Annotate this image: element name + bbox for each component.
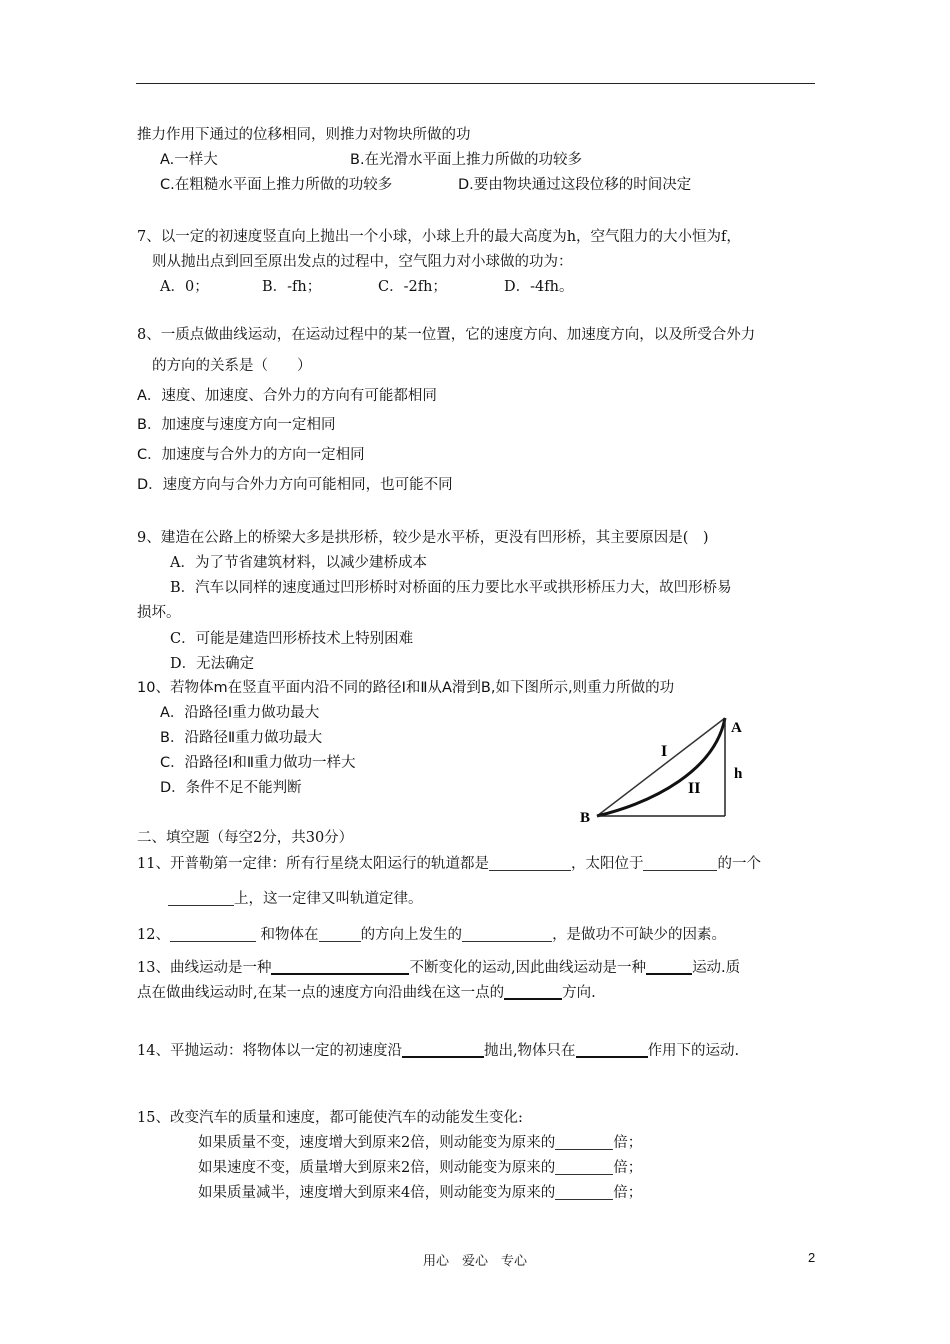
q12-blank-3[interactable]	[462, 925, 552, 942]
q10-figure	[575, 710, 755, 830]
q11-blank-1[interactable]	[489, 854, 571, 871]
q13-blank-2[interactable]	[646, 957, 692, 975]
label-h: h	[734, 766, 743, 782]
q11-text-1: 11、开普勒第一定律：所有行星绕太阳运行的轨道都是	[137, 856, 489, 872]
q15-line1	[198, 1133, 642, 1153]
q15-line3	[198, 1183, 642, 1203]
q13-text-4: 点在做曲线运动时,在某一点的速度方向沿曲线在这一点的	[137, 985, 505, 1001]
q13-text-2: 不断变化的运动,因此曲线运动是一种	[409, 960, 647, 976]
q11-text-2: ，太阳位于	[570, 856, 644, 872]
q10-option-b: B．沿路径Ⅱ重力做功最大	[160, 730, 323, 746]
q7-stem-line1: 7、以一定的初速度竖直向上抛出一个小球，小球上升的最大高度为h，空气阻力的大小恒为f，	[137, 229, 741, 245]
q14-text-2: 抛出,物体只在	[483, 1043, 576, 1059]
q9-option-a: A．为了节省建筑材料，以减少建桥成本	[170, 555, 427, 571]
q12-text-1: 12、	[137, 927, 170, 943]
q11-text-3: 的一个	[717, 856, 761, 872]
q8-option-d: D．速度方向与合外力方向可能相同，也可能不同	[137, 477, 453, 493]
q15-line3-suffix: 倍；	[613, 1185, 643, 1201]
q11-line2	[168, 889, 423, 909]
label-path2: II	[688, 780, 701, 797]
label-b: B	[580, 810, 591, 826]
q12-line	[137, 925, 726, 945]
q12-text-4: ，是做功不可缺少的因素。	[552, 927, 727, 943]
q6-option-d: D.要由物块通过这段位移的时间决定	[458, 177, 692, 193]
q12-text-3: 的方向上发生的	[360, 927, 463, 943]
q8-option-a: A．速度、加速度、合外力的方向有可能都相同	[137, 388, 437, 404]
q15-line1-suffix: 倍；	[613, 1135, 643, 1151]
q11-blank-3[interactable]	[168, 889, 234, 906]
q9-option-d: D．无法确定	[170, 656, 255, 672]
q8-stem-line1: 8、一质点做曲线运动，在运动过程中的某一位置，它的速度方向、加速度方向，以及所受合外力	[137, 327, 756, 343]
q6-option-a: A.一样大	[160, 152, 218, 168]
q10-option-a: A．沿路径Ⅰ重力做功最大	[160, 705, 320, 721]
q12-blank-2[interactable]	[319, 925, 361, 942]
q9-option-c: C．可能是建造凹形桥技术上特别困难	[170, 631, 414, 647]
q14-text-1: 14、平抛运动：将物体以一定的初速度沿	[137, 1043, 402, 1059]
q14-line	[137, 1040, 739, 1061]
q7-option-b: B．-fh；	[262, 279, 322, 295]
q12-blank-1[interactable]	[170, 925, 256, 942]
q8-option-b: B．加速度与速度方向一定相同	[137, 417, 336, 433]
q13-blank-1[interactable]	[271, 957, 409, 975]
q15-stem: 15、改变汽车的质量和速度，都可能使汽车的动能发生变化:	[137, 1110, 523, 1126]
q7-option-a: A．0；	[160, 279, 209, 295]
q13-text-1: 13、曲线运动是一种	[137, 960, 272, 976]
q15-line2-suffix: 倍；	[613, 1160, 643, 1176]
q9-stem: 9、建造在公路上的桥梁大多是拱形桥，较少是水平桥，更没有凹形桥，其主要原因是( )	[137, 530, 709, 546]
q15-blank-3[interactable]	[555, 1183, 613, 1200]
q13-blank-3[interactable]	[504, 982, 562, 1000]
q11-text-4: 上，这一定律又叫轨道定律。	[234, 891, 423, 907]
q7-option-c: C．-2fh；	[378, 279, 447, 295]
q11-line1	[137, 854, 761, 874]
q10-option-c: C．沿路径Ⅰ和Ⅱ重力做功一样大	[160, 755, 356, 771]
q6-stem: 推力作用下通过的位移相同，则推力对物块所做的功	[137, 127, 471, 143]
q6-option-b: B.在光滑水平面上推力所做的功较多	[350, 152, 583, 168]
q10-stem: 10、若物体m在竖直平面内沿不同的路径Ⅰ和Ⅱ从A滑到B,如下图所示,则重力所做的功	[137, 680, 675, 696]
q7-stem-line2: 则从抛出点到回至原出发点的过程中，空气阻力对小球做的功为：	[152, 254, 573, 270]
section2-title: 二、填空题（每空2分，共30分）	[137, 830, 354, 846]
q8-option-c: C．加速度与合外力的方向一定相同	[137, 447, 365, 463]
q8-stem-line2: 的方向的关系是（ ）	[152, 358, 312, 374]
q9-option-b-line2: 损坏。	[137, 605, 181, 621]
page-number: 2	[808, 1250, 816, 1265]
q14-text-3: 作用下的运动.	[647, 1043, 740, 1059]
q6-option-c: C.在粗糙水平面上推力所做的功较多	[160, 177, 393, 193]
label-a: A	[731, 720, 742, 736]
path1-line	[597, 718, 725, 816]
label-path1: I	[661, 743, 668, 760]
q11-blank-2[interactable]	[643, 854, 717, 871]
header-rule	[136, 83, 815, 84]
q15-blank-2[interactable]	[555, 1158, 613, 1175]
q13-text-3: 运动.质	[692, 960, 741, 976]
q13-text-5: 方向.	[562, 985, 596, 1001]
q15-line3-text: 如果质量减半，速度增大到原来4倍，则动能变为原来的	[198, 1185, 556, 1201]
q15-line2-text: 如果速度不变，质量增大到原来2倍，则动能变为原来的	[198, 1160, 556, 1176]
q15-line2	[198, 1158, 642, 1178]
q14-blank-2[interactable]	[576, 1040, 648, 1058]
q9-option-b-line1: B．汽车以同样的速度通过凹形桥时对桥面的压力要比水平或拱形桥压力大，故凹形桥易	[170, 580, 732, 596]
q13-line1	[137, 957, 740, 978]
footer-text: 用心 爱心 专心	[422, 1254, 527, 1269]
q7-option-d: D．-4fh。	[504, 279, 574, 295]
q15-blank-1[interactable]	[555, 1133, 613, 1150]
q13-line2	[137, 982, 596, 1003]
q12-text-2: 和物体在	[255, 927, 319, 943]
q14-blank-1[interactable]	[402, 1040, 484, 1058]
q15-line1-text: 如果质量不变，速度增大到原来2倍，则动能变为原来的	[198, 1135, 556, 1151]
q10-option-d: D．条件不足不能判断	[160, 780, 302, 796]
